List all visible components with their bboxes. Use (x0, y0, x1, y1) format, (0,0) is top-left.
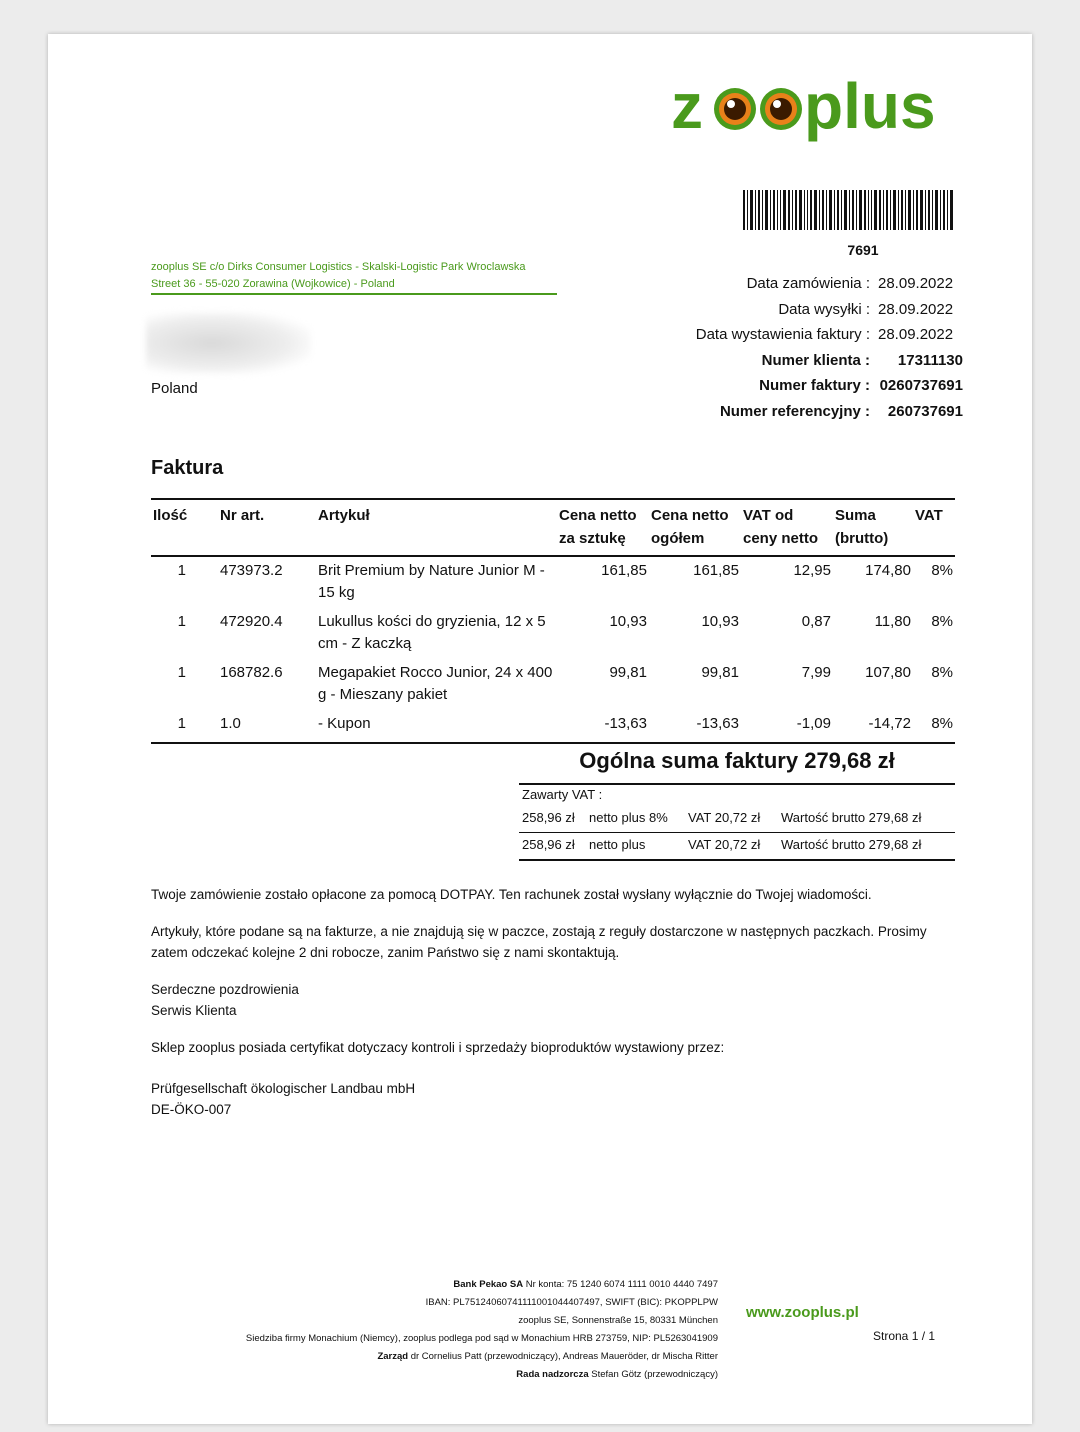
cell-qty: 1 (177, 664, 186, 681)
certificate-note: Sklep zooplus posiada certyfikat dotyczacy kontroli i sprzedaży bioproduktów wystawiony przez: (151, 1040, 725, 1055)
cell-vat-amount: 7,99 (801, 664, 831, 681)
zooplus-logo (671, 68, 961, 148)
cell-vat-amount: 12,95 (793, 562, 831, 579)
grand-total-divider (519, 783, 955, 785)
vat-row-desc: netto plus (589, 837, 646, 852)
recipient-address (151, 312, 351, 400)
cell-item: - Kupon (316, 710, 557, 743)
cell-gross: 11,80 (874, 613, 911, 630)
cell-gross: 174,80 (865, 562, 911, 579)
vat-summary-row (519, 832, 955, 858)
header-total-net: Cena netto ogółem (649, 499, 741, 556)
cell-unit-net: 99,81 (609, 664, 647, 681)
header-vat-rate: VAT (913, 499, 955, 556)
vat-row-net: 258,96 zł (522, 837, 575, 852)
meta-order-date: Data zamówienia : 28.09.2022 (746, 275, 954, 293)
cell-unit-net: 10,93 (609, 613, 647, 630)
meta-ship-date: Data wysyłki : 28.09.2022 (778, 300, 954, 318)
cell-vat-amount: -1,09 (741, 710, 833, 743)
header-item: Artykuł (316, 499, 557, 556)
page-number: Strona 1 / 1 (873, 1329, 936, 1343)
cell-item: Brit Premium by Nature Junior M - 15 kg (318, 562, 545, 601)
vat-row-net: 258,96 zł (522, 810, 575, 825)
logo-z: z (671, 70, 703, 142)
footer-supervisory: Rada nadzorcza Stefan Götz (przewodniczący) (516, 1369, 718, 1380)
footer-seat: Siedziba firmy Monachium (Niemcy), zooplus podlega pod sąd w Monachium HRB 273759, NIP: PL5263041909 (245, 1333, 718, 1344)
vat-row-gross: Wartość brutto 279,68 zł (781, 837, 922, 852)
barcode-number: 7691 (847, 242, 879, 258)
items-table (151, 498, 955, 744)
cell-vat-amount: 0,87 (801, 613, 831, 630)
cell-unit-net: 161,85 (601, 562, 647, 579)
vat-row-desc: netto plus 8% (589, 810, 668, 825)
invoice-title: Faktura (151, 457, 224, 479)
vat-summary-header: Zawarty VAT : (522, 787, 603, 802)
recipient-country: Poland (151, 380, 198, 397)
cell-unit-net: -13,63 (557, 710, 649, 743)
cell-art-no: 472920.4 (220, 613, 283, 630)
cell-art-no: 1.0 (218, 710, 316, 743)
payment-note: Twoje zamówienie zostało opłacone za pomocą DOTPAY. Ten rachunek został wysłany wyłącznie do Twojej wiadomości. (151, 887, 872, 902)
meta-invoice-date: Data wystawienia faktury : 28.09.2022 (695, 326, 954, 344)
footer-board: Zarząd dr Cornelius Patt (przewodniczący), Andreas Maueröder, dr Mischa Ritter (377, 1351, 718, 1362)
certificate-issuer: Prüfgesellschaft ökologischer Landbau mbH DE-ÖKO-007 (151, 1081, 416, 1117)
cell-vat-rate: 8% (913, 710, 955, 743)
barcode (743, 190, 953, 230)
recipient-redacted-lines (151, 312, 351, 378)
table-row (151, 710, 955, 743)
cell-total-net: 10,93 (701, 613, 739, 630)
cell-qty: 1 (151, 710, 218, 743)
header-vat-amount: VAT od ceny netto (741, 499, 833, 556)
delivery-note: Artykuły, które podane są na fakturze, a nie znajdują się w paczce, zostają z reguły dostarczone w następnych paczkach. Prosimy zatem odczekać kolejne 2 dni robocze, zanim Państwo się z nami skontaktują. (151, 924, 927, 960)
meta-customer-number: Numer klienta : 17311130 (761, 351, 963, 369)
cell-item: Megapakiet Rocco Junior, 24 x 400 g - Mieszany pakiet (318, 664, 553, 703)
header-art-no: Nr art. (218, 499, 316, 556)
meta-reference-number: Numer referencyjny : 260737691 (719, 402, 963, 420)
invoice-meta (648, 271, 963, 424)
greeting: Serdeczne pozdrowienia Serwis Klienta (151, 982, 299, 1018)
cell-gross: -14,72 (833, 710, 913, 743)
cell-total-net: 99,81 (701, 664, 739, 681)
sender-line-1: zooplus SE c/o Dirks Consumer Logistics - Skalski-Logistic Park Wroclawska (151, 261, 526, 273)
cell-item: Lukullus kości do gryzienia, 12 x 5 cm - Z kaczką (318, 613, 546, 652)
grand-total: Ogólna suma faktury 279,68 zł (579, 748, 895, 773)
website-link[interactable]: www.zooplus.pl (746, 1304, 859, 1321)
vat-summary-row (519, 805, 955, 831)
vat-row-vat: VAT 20,72 zł (688, 810, 761, 825)
cell-qty: 1 (177, 613, 186, 630)
header-unit-net: Cena netto za sztukę (557, 499, 649, 556)
meta-invoice-number: Numer faktury : 0260737691 (759, 377, 963, 395)
table-header-row (151, 499, 955, 556)
cell-vat-rate: 8% (931, 613, 953, 630)
sender-divider (151, 293, 557, 295)
table-row (151, 659, 955, 710)
cell-vat-rate: 8% (931, 664, 953, 681)
cell-vat-rate: 8% (931, 562, 953, 579)
sender-address (151, 259, 556, 293)
cell-total-net: -13,63 (649, 710, 741, 743)
company-footer (148, 1276, 718, 1384)
cell-gross: 107,80 (865, 664, 911, 681)
logo-plus: plus (804, 70, 936, 142)
invoice-page (48, 34, 1032, 1424)
cell-art-no: 168782.6 (220, 664, 283, 681)
header-qty: Ilość (151, 499, 218, 556)
footer-iban: IBAN: PL75124060741111001044407497, SWIFT (BIC): PKOPPLPW (425, 1297, 718, 1308)
cell-total-net: 161,85 (693, 562, 739, 579)
cell-qty: 1 (177, 562, 186, 579)
logo-eye-right (760, 88, 802, 130)
logo-eye-left (714, 88, 756, 130)
table-row (151, 608, 955, 659)
vat-row-vat: VAT 20,72 zł (688, 837, 761, 852)
footer-bank: Bank Pekao SA Nr konta: 75 1240 6074 1111 0010 4440 7497 (453, 1279, 718, 1290)
header-gross: Suma (brutto) (833, 499, 913, 556)
table-row (151, 556, 955, 608)
vat-summary-bottom-line (519, 859, 955, 861)
cell-art-no: 473973.2 (220, 562, 283, 579)
footer-address: zooplus SE, Sonnenstraße 15, 80331 München (518, 1315, 718, 1326)
sender-line-2: Street 36 - 55-020 Zorawina (Wojkowice) - Poland (151, 278, 395, 290)
vat-row-gross: Wartość brutto 279,68 zł (781, 810, 922, 825)
